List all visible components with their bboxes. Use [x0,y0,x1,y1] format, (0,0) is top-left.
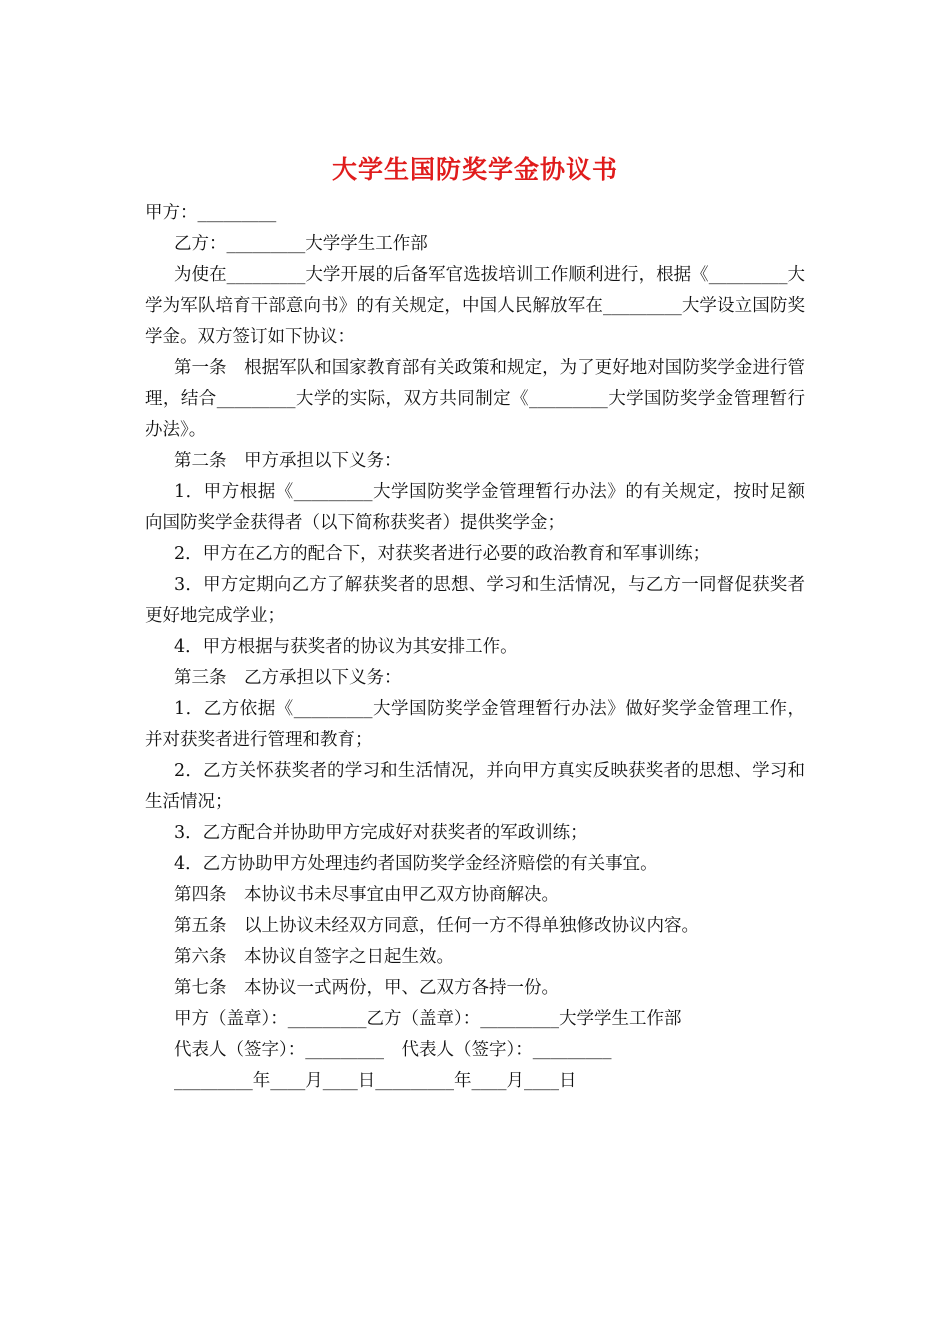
article-3-item-1: 1．乙方依据《_________大学国防奖学金管理暂行办法》做好奖学金管理工作，并对获奖者进行管理和教育； [145,699,805,750]
signature-line: 代表人（签字）：_________ 代表人（签字）：_________ [174,1040,612,1060]
article-7-paragraph: 第七条 本协议一式两份，甲、乙双方各持一份。 [174,978,559,998]
article-3-item-4: 4．乙方协助甲方处理违约者国防奖学金经济赔偿的有关事宜。 [174,854,658,874]
party-b-line: 乙方：_________大学学生工作部 [174,234,428,254]
article-2-item-1: 1．甲方根据《_________大学国防奖学金管理暂行办法》的有关规定，按时足额向国防奖学金获得者（以下简称获奖者）提供奖学金； [145,482,805,533]
party-a-line: 甲方：_________ [145,203,277,223]
article-4-paragraph: 第四条 本协议书未尽事宜由甲乙双方协商解决。 [174,885,559,905]
document-title: 大学生国防奖学金协议书 [331,155,618,184]
document-body [145,198,805,1097]
article-2-item-2: 2．甲方在乙方的配合下，对获奖者进行必要的政治教育和军事训练； [174,544,711,564]
article-3-item-3: 3．乙方配合并协助甲方完成好对获奖者的军政训练； [174,823,588,843]
article-2-item-4: 4．甲方根据与获奖者的协议为其安排工作。 [174,637,518,657]
article-6-paragraph: 第六条 本协议自签字之日起生效。 [174,947,454,967]
preamble-paragraph: 为使在_________大学开展的后备军官选拔培训工作顺利进行，根据《_________大学为军队培育干部意向书》的有关规定，中国人民解放军在_________大学设立国防奖学金。双方签订如下协议： [145,265,805,347]
article-3-item-2: 2．乙方关怀获奖者的学习和生活情况，并向甲方真实反映获奖者的思想、学习和生活情况； [145,761,805,812]
article-2-item-3: 3．甲方定期向乙方了解获奖者的思想、学习和生活情况，与乙方一同督促获奖者更好地完成学业； [145,575,805,626]
article-3-heading: 第三条 乙方承担以下义务： [174,668,402,688]
date-line: _________年____月____日_________年____月____日 [174,1071,577,1091]
article-5-paragraph: 第五条 以上协议未经双方同意，任何一方不得单独修改协议内容。 [174,916,699,936]
article-2-heading: 第二条 甲方承担以下义务： [174,451,402,471]
article-1-paragraph: 第一条 根据军队和国家教育部有关政策和规定，为了更好地对国防奖学金进行管理，结合_________大学的实际，双方共同制定《_________大学国防奖学金管理暂行办法》。 [145,358,805,440]
seal-line: 甲方（盖章）：_________乙方（盖章）：_________大学学生工作部 [174,1009,682,1029]
